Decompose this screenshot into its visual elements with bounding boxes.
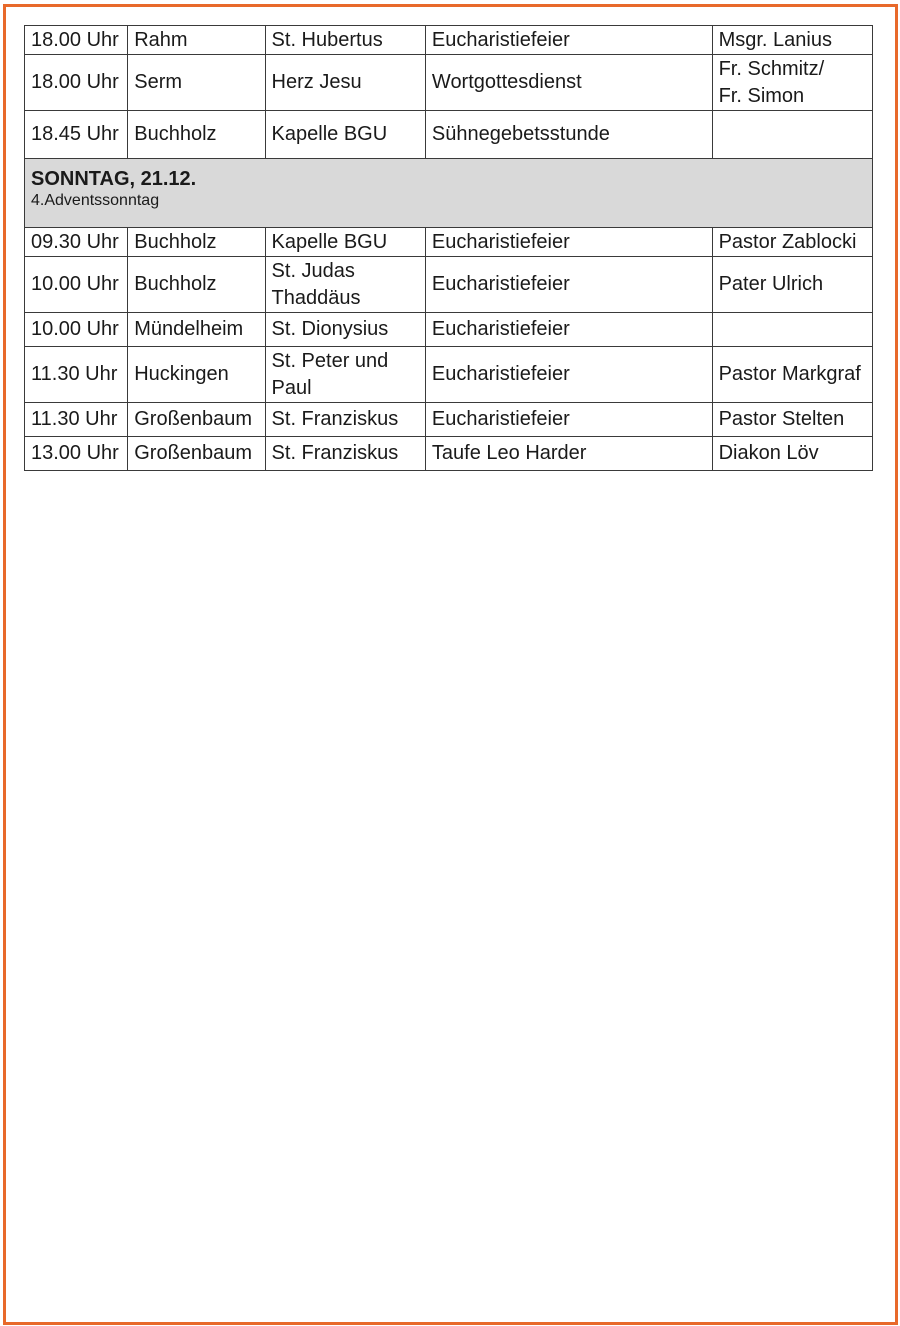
place-cell-text: Großenbaum xyxy=(134,408,253,430)
church-cell xyxy=(265,347,425,403)
schedule-body xyxy=(25,26,873,471)
place-cell xyxy=(128,228,265,257)
place-cell-text: Buchholz xyxy=(134,123,217,145)
time-cell xyxy=(25,26,128,55)
event-cell xyxy=(425,347,712,403)
celebrant-cell xyxy=(712,55,872,111)
place-cell xyxy=(128,111,265,159)
time-cell xyxy=(25,403,128,437)
event-cell-text: Eucharistiefeier xyxy=(431,28,570,51)
celebrant-cell xyxy=(712,228,872,257)
celebrant-cell xyxy=(712,347,872,403)
time-cell-text: 10.00 Uhr xyxy=(31,318,119,340)
event-cell xyxy=(425,55,712,111)
church-cell xyxy=(265,111,425,159)
church-cell-line: St. Franziskus xyxy=(271,408,399,430)
celebrant-cell xyxy=(712,313,872,347)
table-row xyxy=(25,111,873,159)
table-row xyxy=(25,313,873,347)
time-cell-text: 10.00 Uhr xyxy=(31,273,119,295)
time-cell xyxy=(25,111,128,159)
place-cell-text: Mündelheim xyxy=(134,318,244,340)
church-cell xyxy=(265,313,425,347)
time-cell-text: 18.45 Uhr xyxy=(31,123,119,145)
event-cell-text: Taufe Leo Harder xyxy=(431,442,587,464)
place-cell-text: Serm xyxy=(134,71,183,93)
event-cell xyxy=(425,403,712,437)
event-cell-text: Eucharistiefeier xyxy=(431,273,570,295)
church-cell-line: Thaddäus xyxy=(271,286,361,309)
time-cell xyxy=(25,55,128,111)
celebrant-cell xyxy=(712,257,872,313)
celebrant-cell-line: Fr. Schmitz/ xyxy=(718,57,825,80)
time-cell-text: 13.00 Uhr xyxy=(31,442,119,464)
time-cell-text: 18.00 Uhr xyxy=(31,28,119,51)
place-cell xyxy=(128,313,265,347)
place-cell xyxy=(128,437,265,471)
church-cell xyxy=(265,228,425,257)
celebrant-cell-line: Pater Ulrich xyxy=(718,273,824,295)
table-row xyxy=(25,257,873,313)
table-row xyxy=(25,228,873,257)
table-row xyxy=(25,347,873,403)
time-cell xyxy=(25,437,128,471)
place-cell xyxy=(128,55,265,111)
day-header-row xyxy=(25,159,873,228)
event-cell-text: Eucharistiefeier xyxy=(431,363,570,385)
time-cell-text: 09.30 Uhr xyxy=(31,230,119,253)
place-cell xyxy=(128,347,265,403)
celebrant-cell xyxy=(712,111,872,159)
church-cell-line: Paul xyxy=(271,376,312,399)
service-schedule-table xyxy=(24,25,873,471)
celebrant-cell-line: Pastor Stelten xyxy=(718,408,845,430)
church-cell xyxy=(265,26,425,55)
celebrant-cell-line: Pastor Zablocki xyxy=(718,230,857,253)
place-cell xyxy=(128,257,265,313)
event-cell xyxy=(425,257,712,313)
event-cell xyxy=(425,313,712,347)
celebrant-cell-line: Pastor Markgraf xyxy=(718,363,861,385)
event-cell xyxy=(425,437,712,471)
church-cell-line: St. Dionysius xyxy=(271,318,389,340)
church-cell-line: St. Peter und xyxy=(271,349,389,372)
time-cell-text: 11.30 Uhr xyxy=(31,408,118,430)
church-cell-line: St. Hubertus xyxy=(271,28,383,51)
place-cell-text: Huckingen xyxy=(134,363,229,385)
celebrant-cell-line: Diakon Löv xyxy=(718,442,819,464)
time-cell-text: 11.30 Uhr xyxy=(31,363,118,385)
place-cell xyxy=(128,26,265,55)
time-cell xyxy=(25,228,128,257)
time-cell xyxy=(25,347,128,403)
church-cell-line: St. Franziskus xyxy=(271,442,399,464)
church-cell-line: Kapelle BGU xyxy=(271,123,388,145)
event-cell-text: Eucharistiefeier xyxy=(431,230,570,253)
celebrant-cell xyxy=(712,437,872,471)
day-subtitle: 4.Adventssonntag xyxy=(31,192,160,209)
time-cell xyxy=(25,313,128,347)
table-row xyxy=(25,26,873,55)
time-cell-text: 18.00 Uhr xyxy=(31,71,119,93)
church-cell xyxy=(265,257,425,313)
event-cell xyxy=(425,228,712,257)
celebrant-cell xyxy=(712,403,872,437)
event-cell-text: Eucharistiefeier xyxy=(431,318,570,340)
celebrant-cell-line: Msgr. Lanius xyxy=(718,28,832,51)
place-cell xyxy=(128,403,265,437)
church-cell-line: Herz Jesu xyxy=(271,71,362,93)
day-header-cell xyxy=(25,159,873,228)
table-row xyxy=(25,55,873,111)
day-title: SONNTAG, 21.12. xyxy=(31,168,197,190)
table-row xyxy=(25,403,873,437)
church-cell xyxy=(265,403,425,437)
time-cell xyxy=(25,257,128,313)
place-cell-text: Rahm xyxy=(134,28,188,51)
place-cell-text: Buchholz xyxy=(134,273,217,295)
church-cell-line: Kapelle BGU xyxy=(271,230,388,253)
church-cell-line: St. Judas xyxy=(271,259,355,282)
church-cell xyxy=(265,55,425,111)
table-row xyxy=(25,437,873,471)
church-cell xyxy=(265,437,425,471)
event-cell-text: Eucharistiefeier xyxy=(431,408,570,430)
event-cell-text: Wortgottesdienst xyxy=(431,71,582,93)
celebrant-cell-line: Fr. Simon xyxy=(718,84,805,107)
place-cell-text: Buchholz xyxy=(134,230,217,253)
event-cell xyxy=(425,111,712,159)
place-cell-text: Großenbaum xyxy=(134,442,253,464)
event-cell xyxy=(425,26,712,55)
celebrant-cell xyxy=(712,26,872,55)
event-cell-text: Sühnegebetsstunde xyxy=(431,123,610,145)
